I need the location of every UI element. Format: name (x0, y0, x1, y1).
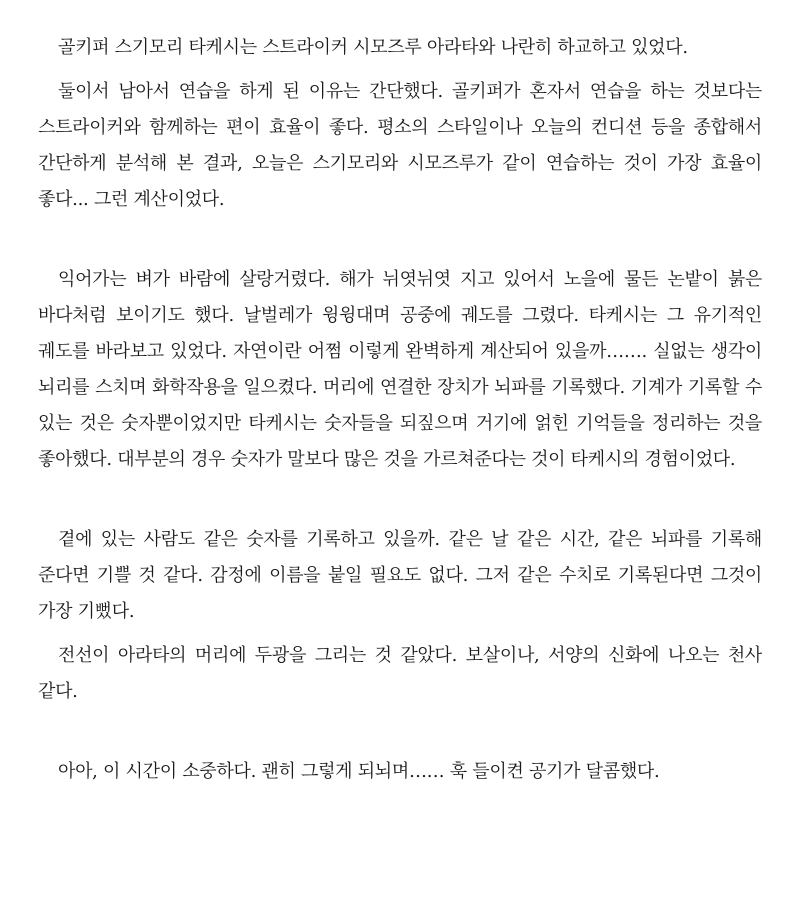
paragraph-2: 둘이서 남아서 연습을 하게 된 이유는 간단했다. 골키퍼가 혼자서 연습을 하는 것보다는 스트라이커와 함께하는 편이 효율이 좋다. 평소의 스타일이나 오늘의 컨디션 등을 종합해서 간단하게 분석해 본 결과, 오늘은 스기모리와 시모즈루가 같이 연습하는 것이 가장 효율이 좋다... 그런 계산이었다. (38, 81, 762, 210)
paragraph-4: 곁에 있는 사람도 같은 숫자를 기록하고 있을까. 같은 날 같은 시간, 같은 뇌파를 기록해 준다면 기쁠 것 같다. 감정에 이름을 붙일 필요도 없다. 그저 같은 수치로 기록된다면 그것이 가장 기뻤다. (38, 529, 762, 622)
paragraph-1: 골키퍼 스기모리 타케시는 스트라이커 시모즈루 아라타와 나란히 하교하고 있었다. (58, 37, 688, 58)
paragraph-5: 전선이 아라타의 머리에 두광을 그리는 것 같았다. 보살이나, 서양의 신화에 나오는 천사 같다. (38, 645, 762, 702)
section-gap (38, 710, 762, 754)
section-gap (38, 218, 762, 262)
paragraph-6: 아아, 이 시간이 소중하다. 괜히 그렇게 되뇌며…… 훅 들이켠 공기가 달콤했다. (58, 761, 660, 782)
section-gap (38, 478, 762, 522)
paragraph-3: 익어가는 벼가 바람에 살랑거렸다. 해가 뉘엿뉘엿 지고 있어서 노을에 물든 논밭이 붉은 바다처럼 보이기도 했다. 날벌레가 윙윙대며 공중에 궤도를 그렸다. 타케시는 그 유기적인 궤도를 바라보고 있었다. 자연이란 어쩜 이렇게 완벽하게 계산되어 있을까……. 실없는 생각이 뇌리를 스치며 화학작용을 일으켰다. 머리에 연결한 장치가 뇌파를 기록했다. 기계가 기록할 수 있는 것은 숫자뿐이었지만 타케시는 숫자들을 되짚으며 거기에 얽힌 기억들을 정리하는 것을 좋아했다. 대부분의 경우 숫자가 말보다 많은 것을 가르쳐준다는 것이 타케시의 경험이었다. (38, 269, 762, 470)
